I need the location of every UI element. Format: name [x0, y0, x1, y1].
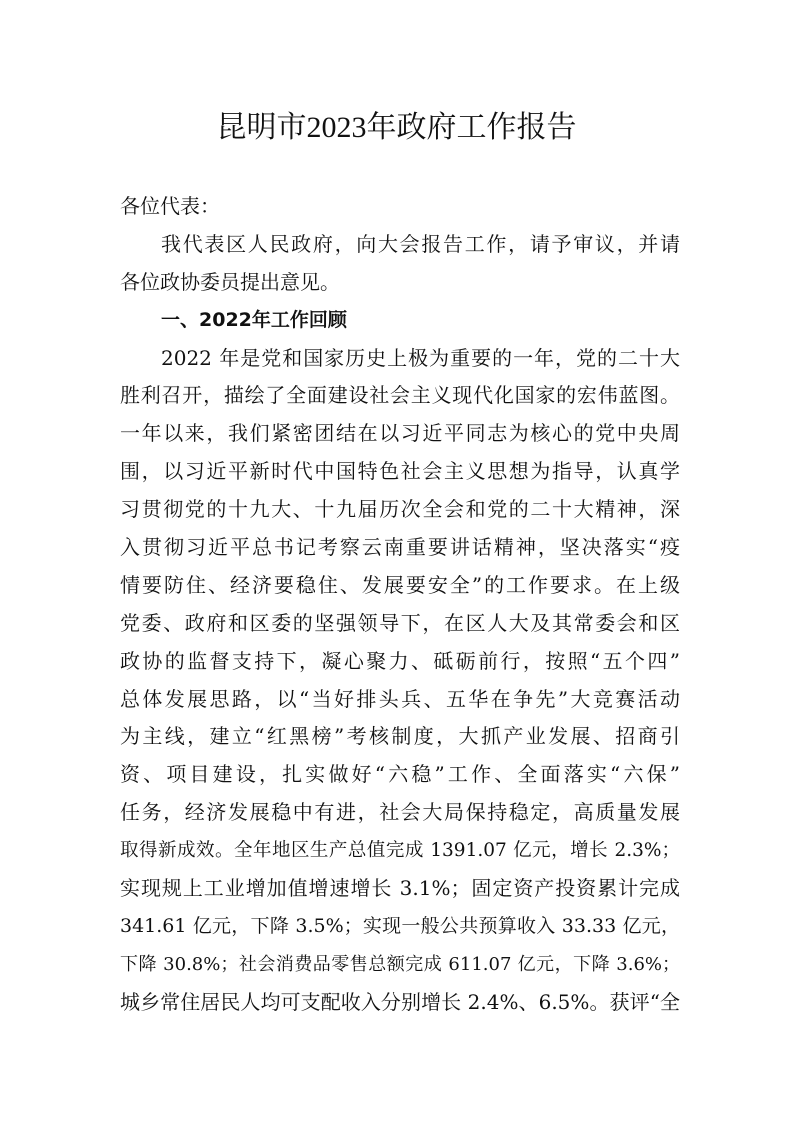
paragraph-line: 政协的监督支持下，凝心聚力、砥砺前行，按照“五个四”: [120, 648, 680, 673]
document-body: [120, 188, 680, 1022]
paragraph-line: 为主线，建立“红黑榜”考核制度，大抓产业发展、招商引: [120, 724, 680, 749]
paragraph-line: 我代表区人民政府，向大会报告工作，请予审议，并请: [161, 231, 680, 256]
paragraph-line: 任务，经济发展稳中有进，社会大局保持稳定，高质量发展: [120, 800, 680, 825]
paragraph-line: 取得新成效。全年地区生产总值完成 1391.07 亿元，增长 2.3%；: [120, 840, 680, 862]
paragraph-line: 下降 30.8%；社会消费品零售总额完成 611.07 亿元，下降 3.6%；: [120, 953, 680, 975]
paragraph-line: 胜利召开，描绘了全面建设社会主义现代化国家的宏伟蓝图。: [120, 383, 680, 408]
paragraph-line: 围，以习近平新时代中国特色社会主义思想为指导，认真学: [120, 459, 680, 484]
paragraph-line: 城乡常住居民人均可支配收入分别增长 2.4%、6.5%。获评“全: [120, 989, 680, 1014]
paragraph-line: 情要防住、经济要稳住、发展要安全”的工作要求。在上级: [120, 572, 680, 597]
paragraph-line: 总体发展思路，以“当好排头兵、五华在争先”大竞赛活动: [120, 686, 680, 711]
paragraph-line: 各位政协委员提出意见。: [120, 269, 340, 294]
document-title: 昆明市2023年政府工作报告: [216, 111, 577, 144]
paragraph-line: 一年以来，我们紧密团结在以习近平同志为核心的党中央周: [120, 421, 680, 446]
paragraph-line: 党委、政府和区委的坚强领导下，在区人大及其常委会和区: [120, 610, 680, 635]
section-heading: 一、2022年工作回顾: [161, 308, 347, 331]
paragraph-line: 实现规上工业增加值增速增长 3.1%；固定资产投资累计完成: [120, 876, 680, 901]
paragraph-line: 341.61 亿元，下降 3.5%；实现一般公共预算收入 33.33 亿元，: [120, 914, 680, 937]
paragraph-line: 2022 年是党和国家历史上极为重要的一年，党的二十大: [161, 345, 680, 370]
salutation: 各位代表：: [120, 194, 220, 218]
paragraph-line: 入贯彻习近平总书记考察云南重要讲话精神，坚决落实“疫: [120, 535, 680, 560]
paragraph-line: 资、项目建设，扎实做好“六稳”工作、全面落实“六保”: [120, 762, 680, 787]
paragraph-line: 习贯彻党的十九大、十九届历次全会和党的二十大精神，深: [120, 497, 680, 522]
